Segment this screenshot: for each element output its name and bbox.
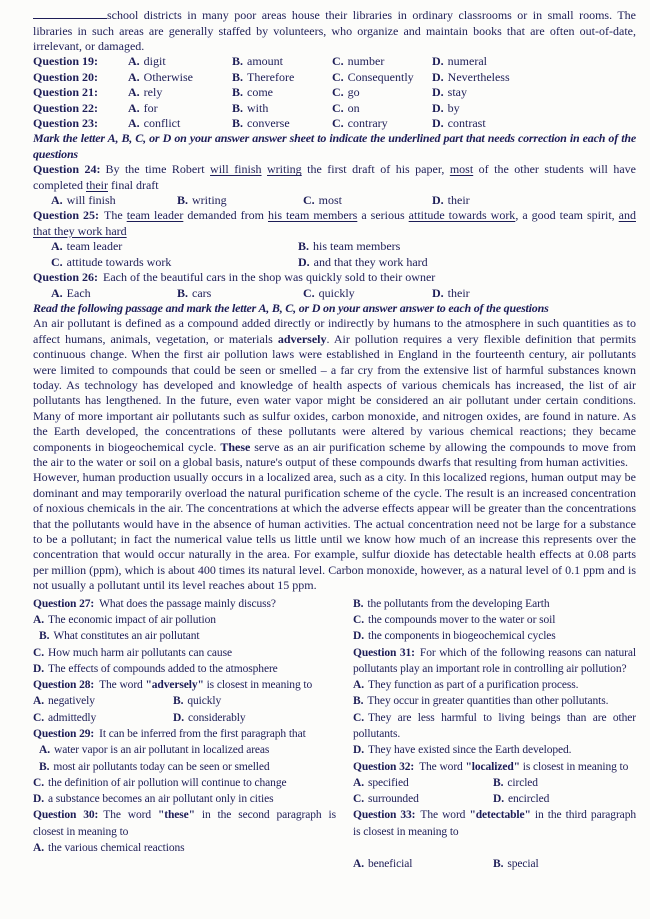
statement-text: , a good team spirit, — [515, 208, 619, 223]
option-b — [298, 239, 636, 254]
bold-term-these: These — [220, 439, 251, 454]
option-letter: C. — [303, 285, 315, 300]
statement-text: the first draft of his paper, — [301, 162, 450, 177]
underlined-phrase: team leader — [126, 208, 184, 223]
option-b — [493, 775, 636, 791]
option-text: conflict — [143, 116, 181, 131]
statement-text: Each of the beautiful cars in the shop was quickly sold to their owner — [103, 270, 436, 285]
option-letter: C. — [303, 193, 315, 208]
option-text: converse — [247, 116, 290, 131]
question-label: Question 29: — [33, 728, 95, 740]
option-text: beneficial — [367, 858, 413, 871]
option-b — [232, 54, 332, 69]
statement-text: The word — [103, 809, 158, 822]
option-text: negatively — [47, 695, 95, 708]
option-letter: C. — [332, 85, 344, 100]
option-text: They are less harmful to living beings than are other pollutants. — [353, 711, 636, 740]
passage-text: serve as an air purification scheme by allowing the compounds to move from the air to the water or soil on a global basis, nature's output of these compounds dwarfs that resulting from human activities. — [33, 439, 636, 469]
statement-text: The word — [419, 760, 466, 773]
option-text: cars — [192, 285, 212, 300]
question-label: Question 21: — [33, 85, 99, 100]
statement-text: demanded from — [183, 208, 268, 223]
option-text: by — [447, 100, 460, 115]
option-text: will finish — [66, 193, 116, 208]
option-c — [33, 775, 336, 791]
instruction-reading: Read the following passage and mark the letter A, B, C, or D on your answer answer to each of the questions — [33, 300, 549, 315]
question-31-statement — [353, 645, 636, 678]
option-d — [432, 54, 636, 69]
question-row-22 — [33, 101, 636, 116]
option-d — [432, 116, 636, 131]
option-c — [332, 101, 432, 116]
option-text: attitude towards work — [66, 254, 172, 269]
option-text: They have existed since the Earth developed. — [367, 744, 572, 757]
option-a — [33, 612, 336, 628]
question-label: Question 32: — [353, 760, 415, 773]
option-d — [432, 85, 636, 100]
option-text: Each — [66, 285, 91, 300]
option-letter: D. — [432, 100, 444, 115]
option-c — [51, 255, 298, 270]
option-d — [353, 628, 636, 644]
option-letter: A. — [128, 54, 140, 69]
option-text: on — [347, 100, 360, 115]
option-text: surrounded — [367, 793, 419, 806]
option-text: most — [318, 193, 343, 208]
right-column — [353, 596, 636, 873]
option-text: come — [247, 85, 274, 100]
statement-text: a serious — [357, 208, 409, 223]
question-label: Question 28: — [33, 679, 95, 692]
fill-blank-line — [33, 8, 107, 19]
option-text: contrast — [447, 116, 486, 131]
underlined-phrase: will finish — [210, 162, 262, 177]
question-row-21 — [33, 85, 636, 100]
intro-paragraph — [33, 8, 636, 54]
option-b — [232, 70, 332, 85]
statement-text: What does the passage mainly discuss? — [99, 597, 276, 610]
option-letter: B. — [493, 776, 504, 789]
question-26-statement — [33, 270, 636, 285]
option-text: Otherwise — [143, 69, 193, 84]
option-a — [128, 101, 232, 116]
statement-text: of the other students will have completed — [33, 162, 637, 192]
question-label: Question 30: — [33, 809, 99, 822]
option-c — [303, 286, 432, 301]
underlined-phrase: his team members — [267, 208, 358, 223]
option-text: They function as part of a purification process. — [367, 679, 579, 692]
option-letter: B. — [232, 54, 244, 69]
passage-text: An air pollutant is defined as a compound added directly or indirectly by humans to the atmosphere in such quantities as to affect humans, animals, vegetation, or materials — [33, 316, 636, 346]
option-d — [432, 70, 636, 85]
option-b — [232, 116, 332, 131]
option-letter: A. — [128, 100, 140, 115]
option-text: rely — [143, 85, 163, 100]
statement-text: It can be inferred from the first paragraph that — [99, 728, 306, 740]
option-b — [232, 85, 332, 100]
question-25-options-row-1 — [33, 239, 636, 254]
question-label: Question 22: — [33, 100, 99, 115]
option-text: their — [447, 193, 470, 208]
option-c — [353, 710, 636, 743]
option-text: number — [347, 54, 385, 69]
option-text: and that they work hard — [313, 254, 428, 269]
option-a — [33, 840, 336, 856]
option-letter: A. — [51, 239, 63, 254]
option-letter: A. — [353, 858, 364, 871]
option-text: What constitutes an air pollutant — [53, 630, 200, 643]
bold-quoted-word: "detectable" — [469, 809, 531, 822]
statement-text: The word — [99, 679, 146, 692]
option-letter: C. — [332, 54, 344, 69]
option-c — [332, 116, 432, 131]
question-label: Question 25: — [33, 208, 100, 223]
option-letter: C. — [353, 711, 364, 724]
underlined-phrase: writing — [267, 162, 302, 177]
option-d — [298, 255, 636, 270]
option-b — [33, 628, 336, 644]
option-text: his team members — [313, 239, 401, 254]
question-32-options-row-2 — [353, 791, 636, 807]
option-a — [128, 85, 232, 100]
option-a — [51, 239, 298, 254]
option-b — [177, 193, 303, 208]
question-label: Question 19: — [33, 54, 99, 69]
option-letter: C. — [353, 613, 364, 626]
instruction-error-correction: Mark the letter A, B, C, or D on your answer answer sheet to indicate the underlined part that needs correction in each of the questions — [33, 131, 636, 161]
statement-text: in the third paragraph is closest in meaning to — [353, 809, 636, 838]
option-a — [128, 70, 232, 85]
question-24-options — [33, 193, 636, 208]
underlined-phrase: their — [85, 177, 108, 192]
option-letter: A. — [128, 69, 140, 84]
option-letter: C. — [51, 254, 63, 269]
option-letter: A. — [51, 285, 63, 300]
option-text: considerably — [187, 711, 246, 724]
question-33-options-row-1 — [353, 856, 636, 872]
option-text: the definition of air pollution will continue to change — [47, 776, 287, 789]
question-28-options-row-2 — [33, 710, 336, 726]
option-letter: D. — [432, 54, 444, 69]
option-letter: A. — [33, 842, 44, 855]
option-text: numeral — [447, 54, 487, 69]
question-25-options-row-2 — [33, 255, 636, 270]
statement-text: final draft — [107, 177, 159, 192]
option-text: their — [447, 285, 470, 300]
option-letter: D. — [298, 254, 310, 269]
question-25-statement — [33, 208, 636, 239]
option-text: The effects of compounds added to the atmosphere — [47, 662, 278, 675]
option-letter: D. — [432, 193, 444, 208]
option-text: go — [347, 85, 360, 100]
question-label: Question 27: — [33, 597, 95, 610]
bold-quoted-word: "these" — [157, 809, 195, 822]
option-letter: D. — [432, 116, 444, 131]
question-28-statement — [33, 677, 336, 693]
option-letter: C. — [33, 646, 44, 659]
option-text: the various chemical reactions — [47, 842, 185, 855]
option-text: How much harm air pollutants can cause — [47, 646, 232, 659]
option-b — [353, 596, 636, 612]
option-letter: D. — [33, 793, 44, 806]
option-a — [33, 693, 173, 709]
option-text: They occur in greater quantities than other pollutants. — [367, 695, 609, 708]
option-text: writing — [192, 193, 227, 208]
left-column — [33, 596, 336, 873]
option-letter: B. — [173, 695, 184, 708]
statement-text: in the second paragraph is closest in meaning to — [33, 809, 336, 838]
option-letter: D. — [173, 711, 184, 724]
option-text: the compounds mover to the water or soil — [367, 613, 556, 626]
question-32-options-row-1 — [353, 775, 636, 791]
option-text: with — [247, 100, 269, 115]
passage-paragraph-1 — [33, 316, 636, 470]
statement-text: The word — [420, 809, 470, 822]
option-letter: B. — [353, 597, 364, 610]
option-a — [353, 677, 636, 693]
option-b — [33, 759, 336, 775]
option-text: encircled — [507, 793, 550, 806]
option-b — [177, 286, 303, 301]
option-a — [33, 742, 336, 758]
blank-line — [353, 840, 636, 856]
option-text: team leader — [66, 239, 123, 254]
statement-text: By the time Robert — [105, 162, 211, 177]
option-d — [432, 101, 636, 116]
option-text: a substance becomes an air pollutant only in cities — [47, 793, 274, 806]
question-row-23 — [33, 116, 636, 131]
option-c — [303, 193, 432, 208]
option-letter: A. — [51, 193, 63, 208]
question-24-statement — [33, 162, 636, 193]
option-c — [33, 645, 336, 661]
option-letter: D. — [493, 793, 504, 806]
option-d — [173, 710, 336, 726]
option-a — [128, 116, 232, 131]
option-letter: B. — [232, 85, 244, 100]
passage-text: . Air pollution requires a very flexible definition that permits continuous change. When the first air pollution laws were established in England in the fourteenth century, air pollutants were limited to compounds that could be seen or smelled – a far cry from the extensive list of harmful substances known today. As technology has developed and knowledge of health aspects of various chemicals has increased, the list of air pollutants has lengthened. In the future, even water vapor might be considered an air pollutant under certain conditions. Many of more important air pollutants such as sulfur oxides, carbon monoxide, and nitrogen oxides, are found in nature. As the Earth developed, the concentrations of these pollutants were altered by various chemical reactions; they became components in biogeochemical cycle. — [33, 331, 637, 454]
option-text: most air pollutants today can be seen or smelled — [53, 760, 270, 773]
option-letter: C. — [332, 100, 344, 115]
question-label: Question 33: — [353, 809, 416, 822]
option-text: quickly — [187, 695, 222, 708]
question-label: Question 31: — [353, 646, 415, 659]
option-a — [51, 286, 177, 301]
option-c — [332, 85, 432, 100]
statement-text: is closest in meaning to — [203, 679, 313, 692]
option-letter: B. — [177, 285, 189, 300]
option-text: amount — [247, 54, 284, 69]
option-text: special — [507, 858, 539, 871]
option-b — [232, 101, 332, 116]
option-b — [493, 856, 636, 872]
option-d — [432, 193, 636, 208]
question-label: Question 26: — [33, 270, 99, 285]
option-letter: A. — [128, 85, 140, 100]
option-text: Therefore — [247, 69, 295, 84]
option-letter: D. — [353, 630, 364, 643]
option-text: for — [143, 100, 158, 115]
option-letter: B. — [232, 100, 244, 115]
option-c — [332, 54, 432, 69]
questions-two-column — [33, 596, 636, 873]
option-letter: D. — [432, 69, 444, 84]
option-text: digit — [143, 54, 166, 69]
question-label: Question 24: — [33, 162, 101, 177]
option-text: admittedly — [47, 711, 97, 724]
question-row-19 — [33, 54, 636, 69]
question-33-statement — [353, 807, 636, 840]
option-letter: D. — [353, 744, 364, 757]
option-letter: B. — [177, 193, 189, 208]
reading-passage — [33, 316, 636, 593]
question-label: Question 23: — [33, 116, 99, 131]
option-c — [33, 710, 173, 726]
option-letter: C. — [332, 69, 344, 84]
underlined-phrase: and that they work hard — [33, 208, 636, 238]
statement-text: The — [104, 208, 127, 223]
question-27-statement — [33, 596, 336, 612]
option-text: water vapor is an air pollutant in localized areas — [53, 744, 270, 757]
question-label: Question 20: — [33, 69, 99, 84]
option-letter: A. — [353, 776, 364, 789]
option-letter: B. — [353, 695, 364, 708]
statement-text: For which of the following reasons can natural pollutants play an important role in controlling air pollution? — [353, 646, 636, 675]
question-28-options-row-1 — [33, 693, 336, 709]
option-letter: B. — [493, 858, 504, 871]
option-letter: C. — [332, 116, 344, 131]
option-text: stay — [447, 85, 468, 100]
option-d — [33, 661, 336, 677]
option-c — [332, 70, 432, 85]
option-d — [353, 742, 636, 758]
option-text: Nevertheless — [447, 69, 510, 84]
option-c — [353, 791, 493, 807]
option-text: contrary — [347, 116, 388, 131]
option-letter: D. — [432, 85, 444, 100]
option-a — [353, 775, 493, 791]
underlined-phrase: most — [449, 162, 474, 177]
option-text: Consequently — [347, 69, 414, 84]
option-text: quickly — [318, 285, 355, 300]
option-d — [493, 791, 636, 807]
option-text: circled — [507, 776, 538, 789]
statement-text: is closest in meaning to — [519, 760, 629, 773]
option-text: the components in biogeochemical cycles — [367, 630, 556, 643]
passage-paragraph-2: However, human production usually occurs in a localized area, such as a city. In this localized regions, human output may be dominant and may temporarily overload the natural purification scheme of the cycle. The result is an increased concentration of noxious chemicals in the air. The concentrations at which the adverse effects appear will be greater than the concentrations that the pollutants would have in the absence of human activities. The actual concentration need not be large for a substance to be a pollutant; in fact the numerical value tells us little until we know how much of an increase this represents over the concentration that would occur naturally in the area. For example, sulfur dioxide has detectable health effects at 0.08 parts per million (ppm), which is about 400 times its natural level. Carbon monoxide, however, as a natural level of 0.1 ppm and is not usually a pollutant until its level reaches about 15 ppm. — [33, 470, 636, 593]
question-26-options — [33, 286, 636, 301]
option-letter: C. — [33, 711, 44, 724]
question-row-20 — [33, 70, 636, 85]
option-a — [51, 193, 177, 208]
option-d — [432, 286, 636, 301]
underlined-phrase: attitude towards work — [408, 208, 516, 223]
question-32-statement — [353, 759, 636, 775]
option-d — [33, 791, 336, 807]
option-letter: A. — [33, 613, 44, 626]
bold-term-adversely: adversely — [277, 331, 327, 346]
option-letter: A. — [353, 679, 364, 692]
question-29-statement — [33, 726, 336, 742]
option-letter: A. — [128, 116, 140, 131]
option-b — [173, 693, 336, 709]
option-a — [128, 54, 232, 69]
option-letter: C. — [33, 776, 44, 789]
intro-text: school districts in many poor areas house their libraries in ordinary classrooms or in small rooms. The libraries in such areas are generally staffed by volunteers, who organize and maintain books that are often out-of-date, irrelevant, or damaged. — [33, 8, 636, 53]
option-letter: B. — [39, 760, 50, 773]
option-text: specified — [367, 776, 409, 789]
bold-quoted-word: "localized" — [465, 760, 520, 773]
option-letter: A. — [39, 744, 50, 757]
option-text: the pollutants from the developing Earth — [367, 597, 550, 610]
bold-quoted-word: "adversely" — [145, 679, 204, 692]
question-30-statement — [33, 807, 336, 840]
option-text: The economic impact of air pollution — [47, 613, 216, 626]
option-letter: C. — [353, 793, 364, 806]
option-letter: B. — [39, 630, 50, 643]
option-letter: D. — [432, 285, 444, 300]
option-c — [353, 612, 636, 628]
option-letter: B. — [232, 69, 244, 84]
option-b — [353, 693, 636, 709]
option-letter: B. — [232, 116, 244, 131]
option-letter: D. — [33, 662, 44, 675]
option-letter: B. — [298, 239, 310, 254]
option-letter: A. — [33, 695, 44, 708]
option-a — [353, 856, 493, 872]
